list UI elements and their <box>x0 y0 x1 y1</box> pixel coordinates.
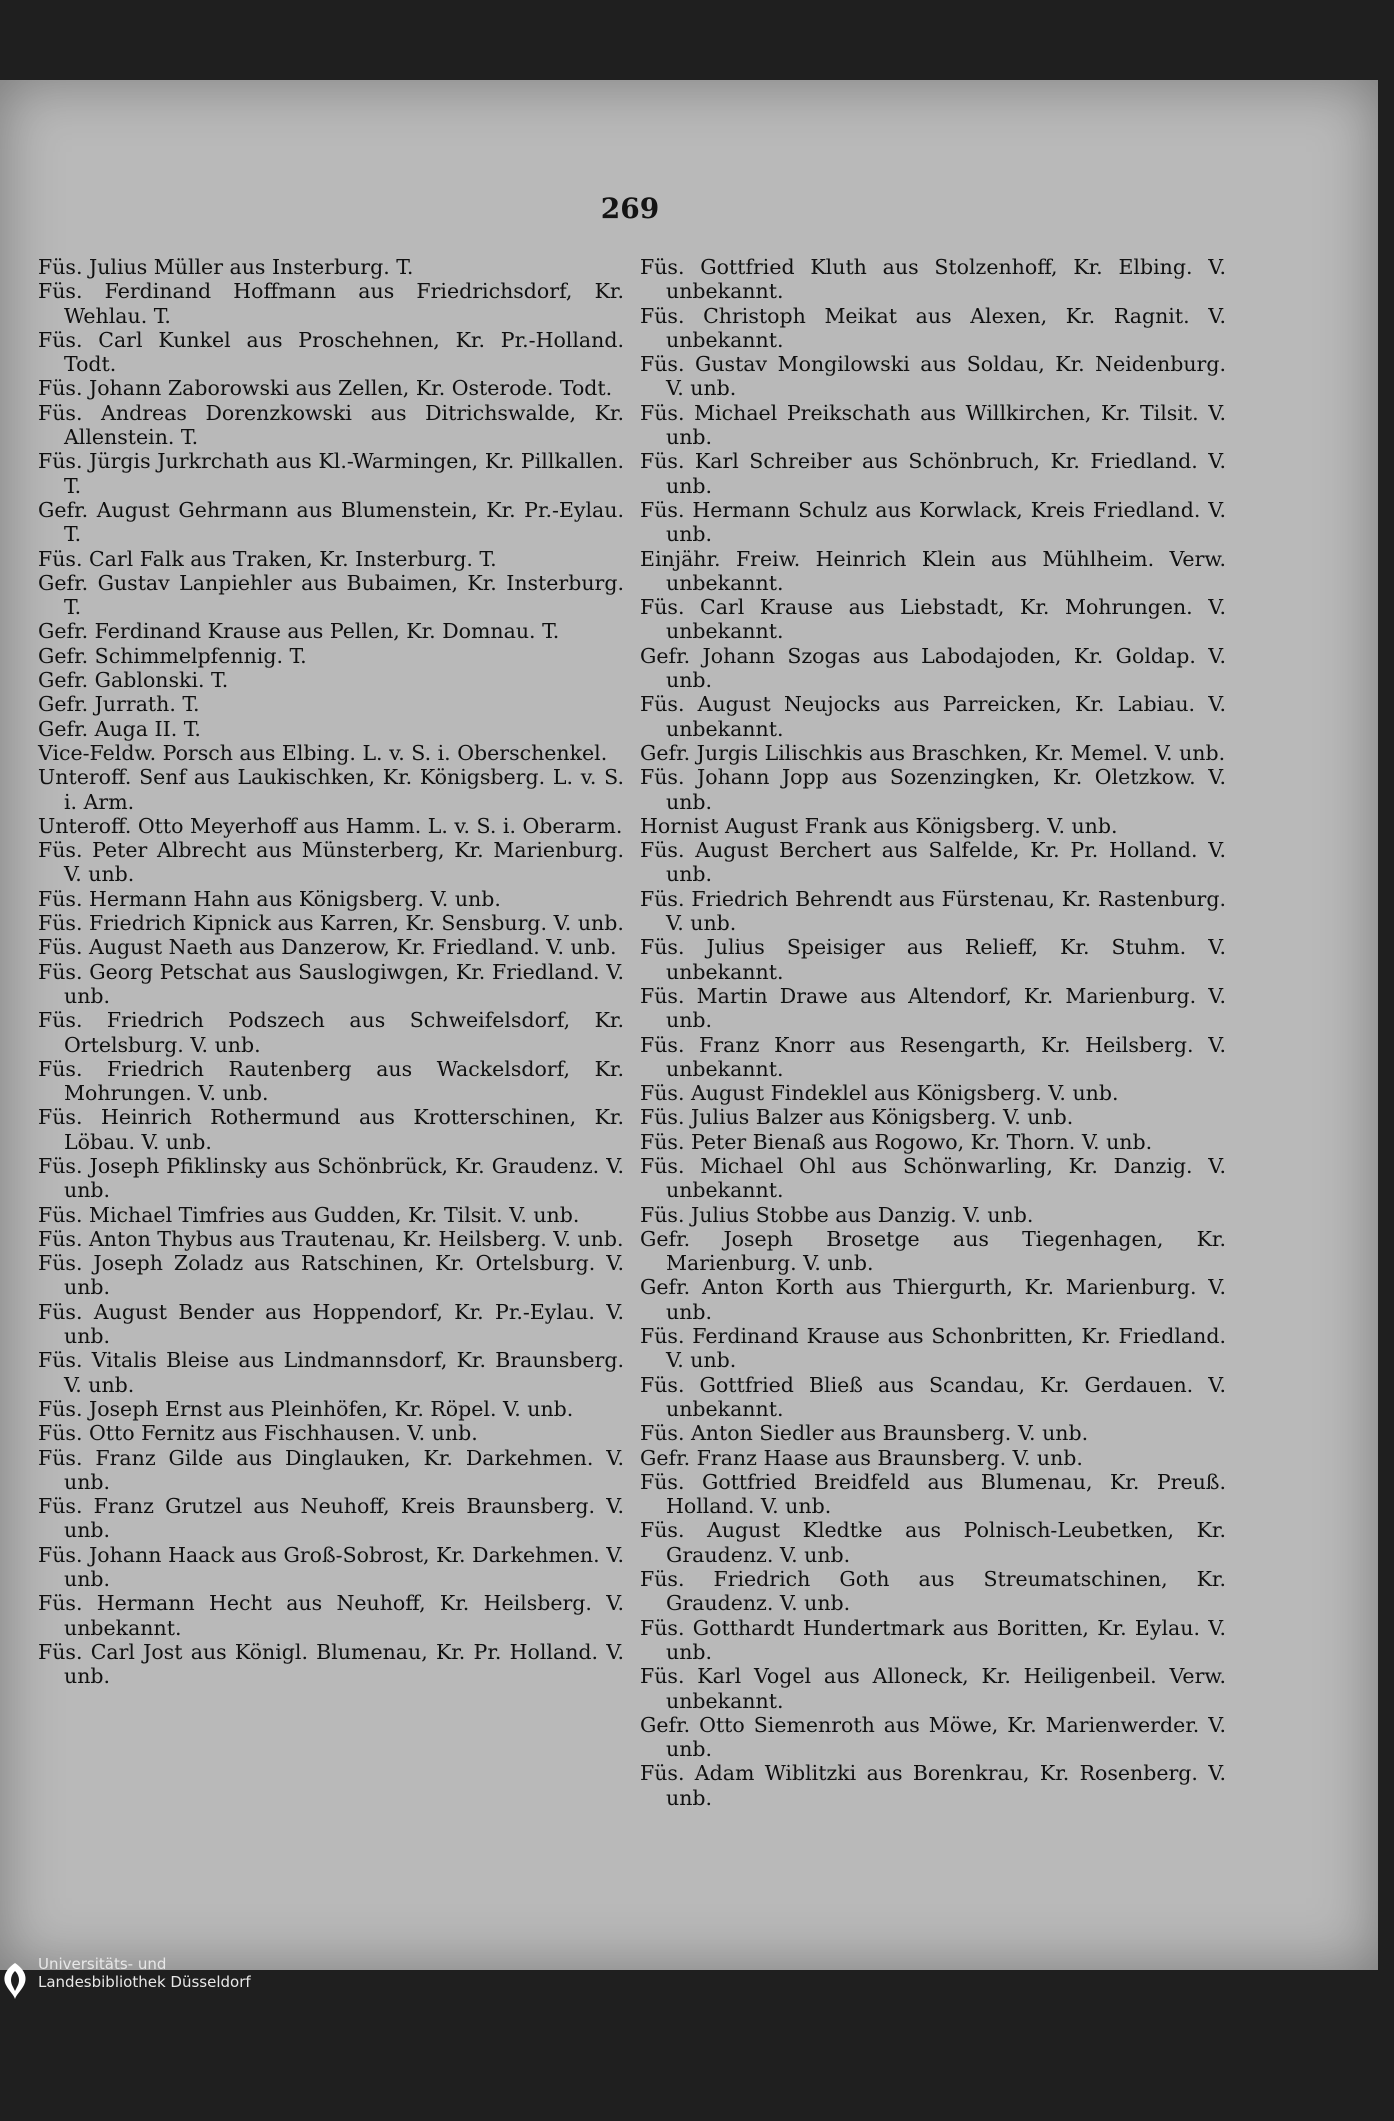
casualty-entry: Füs. Franz Grutzel aus Neuhoff, Kreis Braunsberg. V. unb. <box>38 1494 624 1543</box>
casualty-entry: Füs. Otto Fernitz aus Fischhausen. V. unb. <box>38 1421 478 1446</box>
casualty-entry: Füs. Friedrich Rautenberg aus Wackelsdorf, Kr. Mohrungen. V. unb. <box>38 1056 624 1106</box>
casualty-entry: Füs. Gottfried Kluth aus Stolzenhoff, Kr. Elbing. V. unbekannt. <box>640 255 1226 304</box>
casualty-entry: Füs. Vitalis Bleise aus Lindmannsdorf, Kr. Braunsberg. V. unb. <box>38 1348 624 1397</box>
casualty-entry: Füs. Johann Jopp aus Sozenzingken, Kr. Oletzkow. V. unb. <box>640 765 1226 814</box>
casualty-entry: Füs. Johann Zaborowski aus Zellen, Kr. Osterode. Todt. <box>38 376 613 401</box>
casualty-entry: Füs. Georg Petschat aus Sauslogiwgen, Kr. Friedland. V. unb. <box>38 959 624 1008</box>
library-footer <box>0 1955 260 2011</box>
casualty-entry: Füs. August Berchert aus Salfelde, Kr. Pr. Holland. V. unb. <box>640 838 1226 887</box>
casualty-entry: Füs. Julius Stobbe aus Danzig. V. unb. <box>640 1202 1034 1227</box>
casualty-entry: Füs. Peter Albrecht aus Münsterberg, Kr. Marienburg. V. unb. <box>38 838 624 887</box>
casualty-entry: Füs. Gottfried Bließ aus Scandau, Kr. Gerdauen. V. unbekannt. <box>640 1372 1226 1421</box>
casualty-entry: Füs. Hermann Hahn aus Königsberg. V. unb. <box>38 886 501 911</box>
casualty-entry: Füs. Johann Haack aus Groß-Sobrost, Kr. Darkehmen. V. unb. <box>38 1542 624 1592</box>
casualty-entry: Füs. Martin Drawe aus Altendorf, Kr. Marienburg. V. unb. <box>640 983 1226 1033</box>
casualty-entry: Füs. Jürgis Jurkrchath aus Kl.-Warmingen, Kr. Pillkallen. T. <box>38 449 624 498</box>
ulb-logo-icon <box>0 1961 30 2001</box>
casualty-entry: Gefr. Ferdinand Krause aus Pellen, Kr. Domnau. T. <box>38 619 560 644</box>
casualty-entry: Füs. Gottfried Breidfeld aus Blumenau, Kr. Preuß. Holland. V. unb. <box>640 1469 1226 1519</box>
casualty-entry: Füs. Adam Wiblitzki aus Borenkrau, Kr. Rosenberg. V. unb. <box>640 1761 1226 1810</box>
casualty-entry: Füs. August Bender aus Hoppendorf, Kr. Pr.-Eylau. V. unb. <box>38 1299 624 1349</box>
casualty-entry: Füs. Friedrich Kipnick aus Karren, Kr. Sensburg. V. unb. <box>38 911 624 936</box>
casualty-entry: Füs. Joseph Pfiklinsky aus Schönbrück, Kr. Graudenz. V. unb. <box>38 1153 624 1203</box>
casualty-entry: Einjähr. Freiw. Heinrich Klein aus Mühlheim. Verw. unbekannt. <box>640 546 1226 595</box>
casualty-entry: Gefr. Jurgis Lilischkis aus Braschken, Kr. Memel. V. unb. <box>640 740 1226 765</box>
casualty-entry: Füs. Hermann Hecht aus Neuhoff, Kr. Heilsberg. V. unbekannt. <box>38 1591 624 1640</box>
casualty-entry: Gefr. Johann Szogas aus Labodajoden, Kr. Goldap. V. unb. <box>640 643 1226 693</box>
casualty-entry: Füs. Hermann Schulz aus Korwlack, Kreis Friedland. V. unb. <box>640 497 1226 547</box>
library-name-line1: Universitäts- und <box>38 1955 167 1973</box>
casualty-entry: Füs. August Kledtke aus Polnisch-Leubetken, Kr. Graudenz. V. unb. <box>640 1518 1226 1567</box>
casualty-entry: Füs. Franz Knorr aus Resengarth, Kr. Heilsberg. V. unbekannt. <box>640 1032 1226 1081</box>
right-column <box>640 255 1226 1810</box>
casualty-entry: Unteroff. Senf aus Laukischken, Kr. Königsberg. L. v. S. i. Arm. <box>38 765 624 814</box>
casualty-entry: Füs. Carl Falk aus Traken, Kr. Insterburg. T. <box>38 546 497 571</box>
casualty-entry: Füs. Karl Schreiber aus Schönbruch, Kr. Friedland. V. unb. <box>640 449 1226 498</box>
casualty-entry: Füs. Joseph Ernst aus Pleinhöfen, Kr. Röpel. V. unb. <box>38 1396 574 1421</box>
casualty-entry: Füs. Anton Siedler aus Braunsberg. V. unb. <box>640 1421 1089 1446</box>
casualty-entry: Hornist August Frank aus Königsberg. V. unb. <box>640 813 1118 838</box>
casualty-entry: Gefr. Franz Haase aus Braunsberg. V. unb. <box>640 1445 1083 1470</box>
library-name-line2: Landesbibliothek Düsseldorf <box>38 1973 251 1991</box>
casualty-entry: Füs. August Naeth aus Danzerow, Kr. Friedland. V. unb. <box>38 935 617 960</box>
casualty-entry: Gefr. Otto Siemenroth aus Möwe, Kr. Marienwerder. V. unb. <box>640 1712 1226 1762</box>
casualty-entry: Füs. Julius Müller aus Insterburg. T. <box>38 255 414 279</box>
casualty-entry: Füs. August Neujocks aus Parreicken, Kr. Labiau. V. unbekannt. <box>640 692 1226 741</box>
casualty-entry: Gefr. Gustav Lanpiehler aus Bubaimen, Kr. Insterburg. T. <box>38 570 624 620</box>
casualty-entry: Füs. Carl Kunkel aus Proschehnen, Kr. Pr.-Holland. Todt. <box>38 327 624 377</box>
casualty-entry: Gefr. Gablonski. T. <box>38 668 229 693</box>
casualty-entry: Gefr. Joseph Brosetge aus Tiegenhagen, Kr. Marienburg. V. unb. <box>640 1226 1226 1276</box>
casualty-entry: Füs. Julius Balzer aus Königsberg. V. unb. <box>640 1105 1074 1130</box>
casualty-entry: Füs. Christoph Meikat aus Alexen, Kr. Ragnit. V. unbekannt. <box>640 303 1226 352</box>
casualty-entry: Füs. Heinrich Rothermund aus Krotterschinen, Kr. Löbau. V. unb. <box>38 1105 624 1154</box>
casualty-entry: Füs. Julius Speisiger aus Relieff, Kr. Stuhm. V. unbekannt. <box>640 935 1226 984</box>
casualty-entry: Vice-Feldw. Porsch aus Elbing. L. v. S. i. Oberschenkel. <box>38 740 608 765</box>
casualty-entry: Gefr. August Gehrmann aus Blumenstein, Kr. Pr.-Eylau. T. <box>38 497 624 547</box>
casualty-entry: Füs. Karl Vogel aus Alloneck, Kr. Heiligenbeil. Verw. unbekannt. <box>640 1664 1226 1713</box>
casualty-entry: Füs. Gustav Mongilowski aus Soldau, Kr. Neidenburg. V. unb. <box>640 352 1226 401</box>
casualty-entry: Füs. Andreas Dorenzkowski aus Ditrichswalde, Kr. Allenstein. T. <box>38 400 624 450</box>
page-number: 269 <box>600 192 660 225</box>
casualty-entry: Füs. Ferdinand Hoffmann aus Friedrichsdorf, Kr. Wehlau. T. <box>38 279 624 328</box>
casualty-entry: Füs. Michael Ohl aus Schönwarling, Kr. Danzig. V. unbekannt. <box>640 1153 1226 1203</box>
casualty-entry: Füs. Carl Krause aus Liebstadt, Kr. Mohrungen. V. unbekannt. <box>640 595 1226 644</box>
casualty-entry: Füs. Anton Thybus aus Trautenau, Kr. Heilsberg. V. unb. <box>38 1226 624 1251</box>
casualty-entry: Gefr. Jurrath. T. <box>38 692 200 717</box>
casualty-entry: Gefr. Auga II. T. <box>38 716 201 741</box>
casualty-entry: Füs. Ferdinand Krause aus Schonbritten, Kr. Friedland. V. unb. <box>640 1324 1226 1373</box>
casualty-entry: Unteroff. Otto Meyerhoff aus Hamm. L. v. S. i. Oberarm. <box>38 813 623 838</box>
casualty-entry: Gefr. Anton Korth aus Thiergurth, Kr. Marienburg. V. unb. <box>640 1275 1226 1324</box>
casualty-entry: Füs. Friedrich Behrendt aus Fürstenau, Kr. Rastenburg. V. unb. <box>640 886 1226 936</box>
left-column <box>38 255 624 1689</box>
casualty-entry: Füs. Peter Bienaß aus Rogowo, Kr. Thorn. V. unb. <box>640 1129 1153 1154</box>
casualty-entry: Füs. Franz Gilde aus Dinglauken, Kr. Darkehmen. V. unb. <box>38 1445 624 1494</box>
casualty-entry: Gefr. Schimmelpfennig. T. <box>38 643 307 668</box>
casualty-entry: Füs. Joseph Zoladz aus Ratschinen, Kr. Ortelsburg. V. unb. <box>38 1251 624 1300</box>
casualty-entry: Füs. Friedrich Podszech aus Schweifelsdorf, Kr. Ortelsburg. V. unb. <box>38 1008 624 1057</box>
casualty-entry: Füs. August Findeklel aus Königsberg. V. unb. <box>640 1081 1119 1106</box>
casualty-entry: Füs. Michael Timfries aus Gudden, Kr. Tilsit. V. unb. <box>38 1202 580 1227</box>
casualty-entry: Füs. Friedrich Goth aus Streumatschinen, Kr. Graudenz. V. unb. <box>640 1567 1226 1616</box>
casualty-entry: Füs. Carl Jost aus Königl. Blumenau, Kr. Pr. Holland. V. unb. <box>38 1639 624 1689</box>
casualty-entry: Füs. Michael Preikschath aus Willkirchen, Kr. Tilsit. V. unb. <box>640 400 1226 450</box>
casualty-entry: Füs. Gotthardt Hundertmark aus Boritten, Kr. Eylau. V. unb. <box>640 1615 1226 1664</box>
